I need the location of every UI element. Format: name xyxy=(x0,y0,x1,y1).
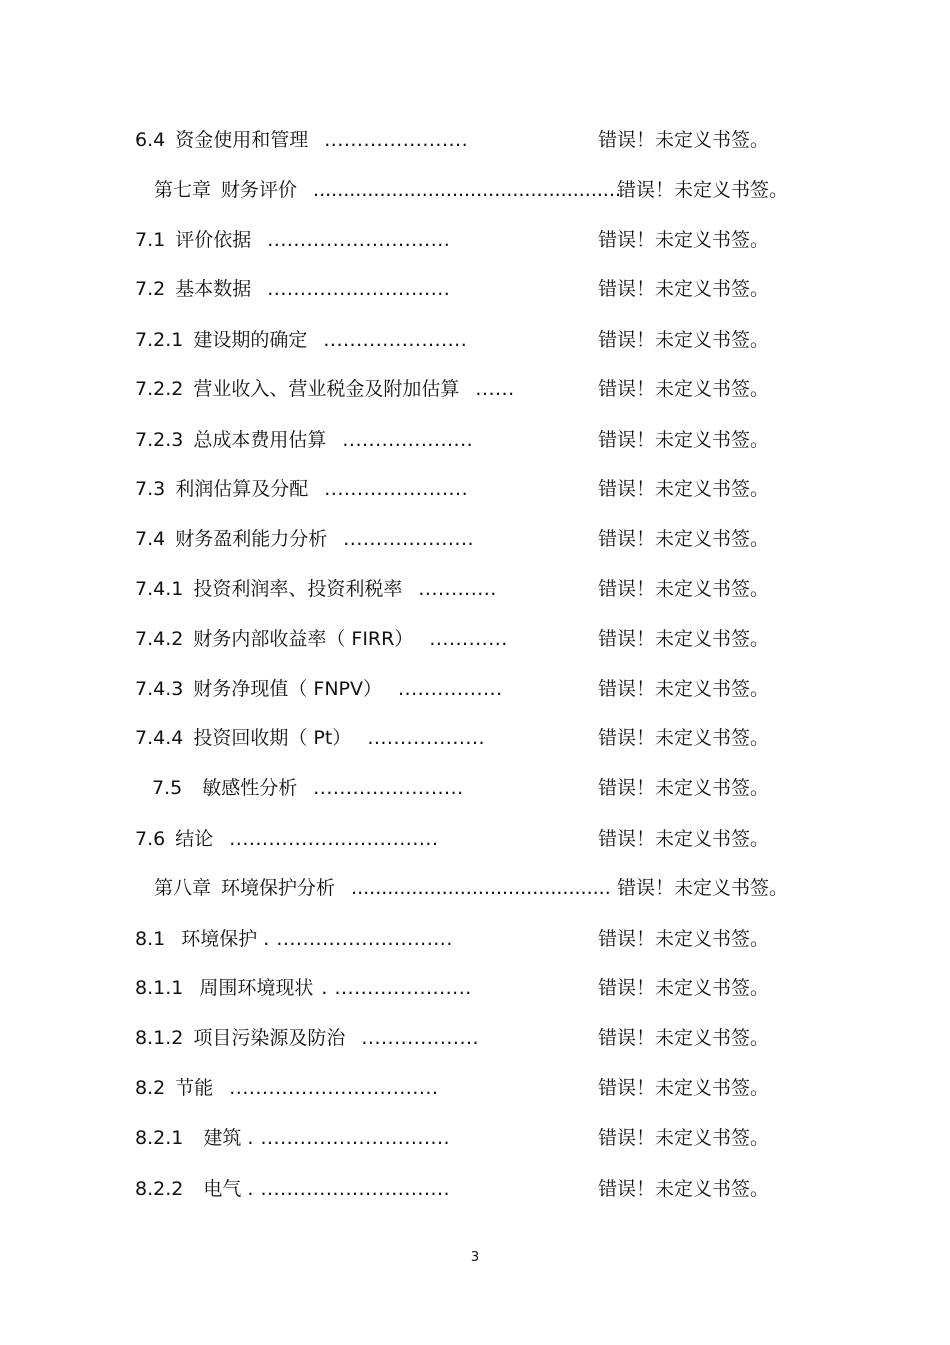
toc-entry[interactable] xyxy=(135,325,467,355)
toc-entry-number: 7.1 xyxy=(135,229,166,251)
toc-leader-dots: . ............................. xyxy=(247,1178,451,1200)
toc-entry[interactable] xyxy=(135,1174,450,1204)
toc-page-ref: 错误！未定义书签。 xyxy=(598,528,770,550)
toc-chapter-entry[interactable] xyxy=(154,873,611,903)
toc-leader-dots: .................. xyxy=(367,727,486,749)
toc-leader-dots: ............................ xyxy=(267,278,451,300)
toc-entry[interactable] xyxy=(135,674,503,704)
toc-page-ref: 错误！未定义书签。 xyxy=(598,578,770,600)
toc-leader-dots: ................ xyxy=(398,678,503,700)
toc-entry-title: 基本数据 xyxy=(175,278,252,300)
toc-entry-number: 7.4.4 xyxy=(135,727,184,749)
toc-entry[interactable] xyxy=(135,1023,479,1053)
toc-leader-dots: .................. xyxy=(361,1027,480,1049)
page-number: 3 xyxy=(470,1250,480,1265)
toc-chapter-entry[interactable] xyxy=(154,175,621,205)
toc-page-ref: 错误！未定义书签。 xyxy=(598,777,770,799)
toc-page-ref: 错误！未定义书签。 xyxy=(617,179,789,201)
toc-page-ref: 错误！未定义书签。 xyxy=(598,329,770,351)
toc-leader-dots: ...................... xyxy=(323,329,468,351)
toc-entry[interactable] xyxy=(135,1123,450,1153)
toc-entry-number: 7.2.3 xyxy=(135,429,184,451)
toc-leader-dots: . ........................... xyxy=(263,928,453,950)
toc-entry-title: 建筑 xyxy=(203,1127,242,1149)
toc-entry-number: 6.4 xyxy=(135,129,166,151)
toc-entry-number: 7.6 xyxy=(135,828,166,850)
toc-page-ref: 错误！未定义书签。 xyxy=(598,678,770,700)
toc-entry[interactable] xyxy=(135,723,485,753)
toc-entry-number: 第八章 xyxy=(154,877,212,899)
toc-entry[interactable] xyxy=(152,773,464,803)
toc-page-ref: 错误！未定义书签。 xyxy=(617,877,789,899)
toc-page-ref: 错误！未定义书签。 xyxy=(598,429,770,451)
toc-entry[interactable] xyxy=(135,425,473,455)
toc-entry-title: 利润估算及分配 xyxy=(175,478,309,500)
toc-entry-number: 8.1.2 xyxy=(135,1027,184,1049)
toc-entry-title: 建设期的确定 xyxy=(193,329,308,351)
toc-leader-dots: ....................... xyxy=(313,777,464,799)
toc-entry-number: 7.2 xyxy=(135,278,166,300)
toc-leader-dots: . ............................. xyxy=(247,1127,451,1149)
toc-leader-dots: ............ xyxy=(418,578,497,600)
toc-entry-title: 财务内部收益率（ FIRR） xyxy=(193,628,414,650)
toc-entry-title: 投资利润率、投资利税率 xyxy=(193,578,403,600)
toc-entry-title: 环境保护 xyxy=(181,928,258,950)
toc-entry-title: 营业收入、营业税金及附加估算 xyxy=(193,378,460,400)
toc-entry-number: 7.4 xyxy=(135,528,166,550)
toc-entry-number: 7.4.1 xyxy=(135,578,184,600)
toc-entry-number: 7.4.2 xyxy=(135,628,184,650)
toc-entry-number: 8.2.1 xyxy=(135,1127,184,1149)
toc-leader-dots: ...... xyxy=(475,378,515,400)
toc-entry-title: 资金使用和管理 xyxy=(175,129,309,151)
toc-entry-title: 结论 xyxy=(175,828,214,850)
toc-leader-dots: ................................ xyxy=(229,828,439,850)
toc-entry-number: 7.4.3 xyxy=(135,678,184,700)
toc-entry-number: 7.5 xyxy=(152,777,183,799)
toc-entry[interactable] xyxy=(135,374,515,404)
toc-page-ref: 错误！未定义书签。 xyxy=(598,378,770,400)
toc-entry-number: 第七章 xyxy=(154,179,212,201)
toc-entry-title: 周围环境现状 xyxy=(199,977,314,999)
toc-page-ref: 错误！未定义书签。 xyxy=(598,628,770,650)
toc-page-ref: 错误！未定义书签。 xyxy=(598,129,770,151)
toc-leader-dots: ............................ xyxy=(267,229,451,251)
toc-leader-dots: ........................................... xyxy=(351,877,611,899)
toc-leader-dots: .................... xyxy=(343,528,475,550)
toc-entry[interactable] xyxy=(135,225,450,255)
toc-entry[interactable] xyxy=(135,624,508,654)
toc-entry-title: 评价依据 xyxy=(175,229,252,251)
toc-entry-title: 项目污染源及防治 xyxy=(193,1027,346,1049)
toc-entry[interactable] xyxy=(135,474,468,504)
toc-entry[interactable] xyxy=(135,574,497,604)
toc-entry-number: 8.1.1 xyxy=(135,977,184,999)
toc-page-ref: 错误！未定义书签。 xyxy=(598,229,770,251)
toc-page-ref: 错误！未定义书签。 xyxy=(598,928,770,950)
toc-entry-number: 8.1 xyxy=(135,928,166,950)
toc-entry-title: 财务盈利能力分析 xyxy=(175,528,328,550)
toc-entry-title: 投资回收期（ Pt） xyxy=(193,727,352,749)
toc-entry-title: 环境保护分析 xyxy=(221,877,336,899)
toc-entry-title: 节能 xyxy=(175,1077,214,1099)
toc-entry-title: 财务净现值（ FNPV） xyxy=(193,678,382,700)
toc-entry-number: 7.3 xyxy=(135,478,166,500)
toc-leader-dots: ................................ xyxy=(229,1077,439,1099)
toc-entry[interactable] xyxy=(135,1073,439,1103)
toc-entry-title: 财务评价 xyxy=(221,179,298,201)
toc-page-ref: 错误！未定义书签。 xyxy=(598,977,770,999)
toc-entry-title: 敏感性分析 xyxy=(202,777,298,799)
toc-page-ref: 错误！未定义书签。 xyxy=(598,1178,770,1200)
toc-page-ref: 错误！未定义书签。 xyxy=(598,1127,770,1149)
toc-entry-number: 7.2.2 xyxy=(135,378,184,400)
toc-page-ref: 错误！未定义书签。 xyxy=(598,1077,770,1099)
toc-page-ref: 错误！未定义书签。 xyxy=(598,828,770,850)
toc-entry[interactable] xyxy=(135,125,468,155)
toc-leader-dots: . ..................... xyxy=(321,977,472,999)
toc-entry-title: 总成本费用估算 xyxy=(193,429,327,451)
toc-leader-dots: ................................................... xyxy=(313,179,622,201)
toc-leader-dots: ............ xyxy=(429,628,508,650)
toc-entry[interactable] xyxy=(135,824,439,854)
toc-leader-dots: .................... xyxy=(342,429,474,451)
toc-entry-title: 电气 xyxy=(203,1178,242,1200)
toc-page-ref: 错误！未定义书签。 xyxy=(598,478,770,500)
toc-page-ref: 错误！未定义书签。 xyxy=(598,278,770,300)
toc-entry-number: 8.2.2 xyxy=(135,1178,184,1200)
toc-entry-number: 8.2 xyxy=(135,1077,166,1099)
toc-entry[interactable] xyxy=(135,524,474,554)
toc-page-ref: 错误！未定义书签。 xyxy=(598,727,770,749)
toc-leader-dots: ...................... xyxy=(324,129,469,151)
toc-entry-number: 7.2.1 xyxy=(135,329,184,351)
toc-entry[interactable] xyxy=(135,274,450,304)
toc-entry[interactable] xyxy=(135,973,472,1003)
toc-page-ref: 错误！未定义书签。 xyxy=(598,1027,770,1049)
toc-entry[interactable] xyxy=(135,924,453,954)
toc-leader-dots: ...................... xyxy=(324,478,469,500)
